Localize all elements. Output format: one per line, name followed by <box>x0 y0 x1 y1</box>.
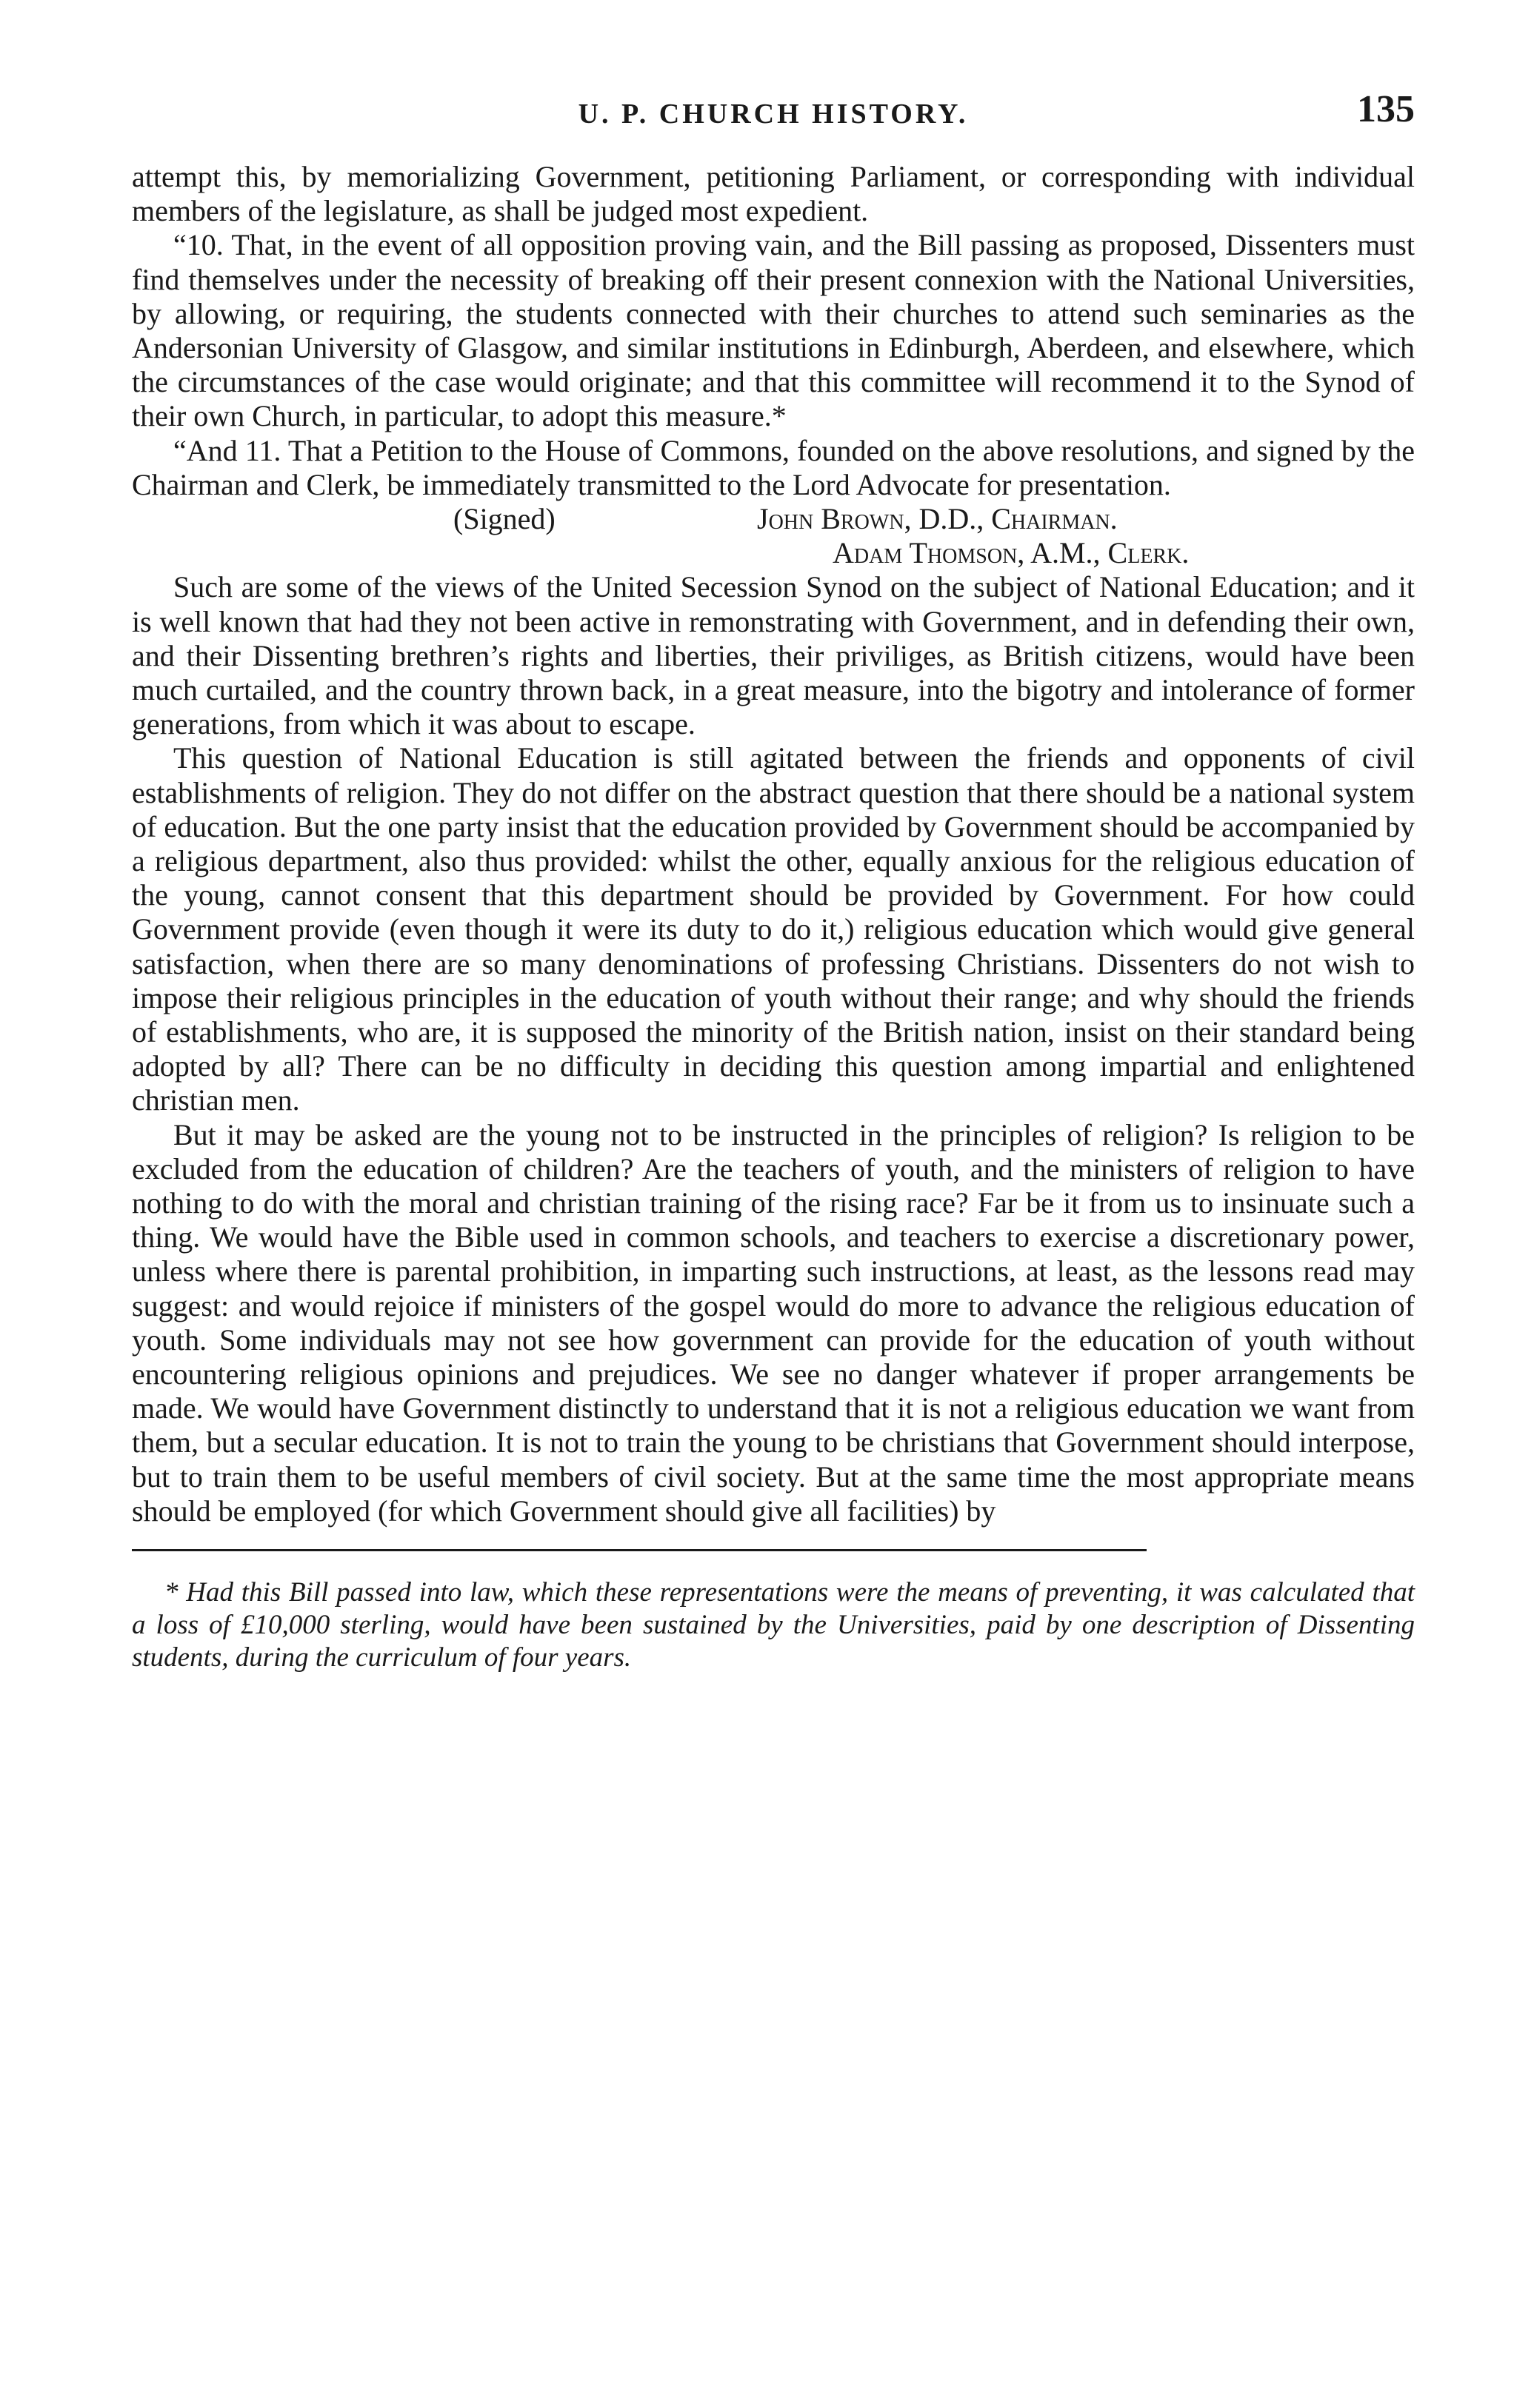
signature-chairman: John Brown, D.D., Chairman. <box>757 502 1118 536</box>
paragraph-resolution-11: “And 11. That a Petition to the House of Commons, founded on the above resolutions, and signed by the Chairman and Clerk, be immediately transmitted to the Lord Advocate for presentation. <box>132 433 1415 501</box>
paragraph-continuation: attempt this, by memorializing Government, petitioning Parliament, or corresponding with individual members of the legislature, as shall be judged most expedient. <box>132 160 1415 228</box>
signature-line-clerk <box>132 536 1415 570</box>
page-number: 135 <box>1357 88 1415 130</box>
paragraph-national-education: This question of National Education is still agitated between the friends and opponents of civil establishments of religion. They do not differ on the abstract question that there should be a national system of education. But the one party insist that the education provided by Government should be accompanied by a religious department, also thus provided: whilst the other, equally anxious for the religious education of the young, cannot consent that this department should be provided by Government. For how could Government provide (even though it were its duty to do it,) religious education which would give general satisfaction, when there are so many denominations of professing Christians. Dissenters do not wish to impose their religious principles in the education of youth without their range; and why should the friends of establishments, who are, it is supposed the minority of the British nation, insist on their standard being adopted by all? There can be no difficulty in deciding this question among impartial and enlightened christian men. <box>132 741 1415 1117</box>
footnote: * Had this Bill passed into law, which these representations were the means of preventing, it was calculated that a loss of £10,000 sterling, would have been sustained by the Universities, paid by one description of Dissenting students, during the curriculum of four years. <box>132 1577 1415 1673</box>
paragraph-resolution-10: “10. That, in the event of all opposition proving vain, and the Bill passing as proposed, Dissenters must find themselves under the necessity of breaking off their present connexion with the National Universities, by allowing, or requiring, the students connected with their churches to attend such seminaries as the Andersonian University of Glasgow, and similar institutions in Edinburgh, Aberdeen, and elsewhere, which the circumstances of the case would originate; and that this committee will recommend it to the Synod of their own Church, in particular, to adopt this measure.* <box>132 228 1415 433</box>
signed-label: (Signed) <box>453 502 556 536</box>
signature-clerk: Adam Thomson, A.M., Clerk. <box>833 536 1190 570</box>
paragraph-religion-question: But it may be asked are the young not to be instructed in the principles of religion? Is religion to be excluded from the education of children? Are the teachers of youth, and the ministers of religion to have nothing to do with the moral and christian training of the rising race? Far be it from us to insinuate such a thing. We would have the Bible used in common schools, and teachers to exercise a discretionary power, unless where there is parental prohibition, in imparting such instructions, at least, as the lessons read may suggest: and would rejoice if ministers of the gospel would do more to advance the religious education of youth. Some individuals may not see how government can provide for the education of youth without encountering religious opinions and prejudices. We see no danger whatever if proper arrangements be made. We would have Government distinctly to understand that it is not a religious education we want from them, but a secular education. It is not to train the young to be christians that Government should interpose, but to train them to be useful members of civil society. But at the same time the most appropriate means should be employed (for which Government should give all facilities) by <box>132 1117 1415 1528</box>
signature-line-chairman <box>132 502 1415 536</box>
running-head <box>132 87 1415 141</box>
body-text <box>132 160 1415 1528</box>
running-title: U. P. CHURCH HISTORY. <box>578 98 969 130</box>
footnote-rule <box>132 1549 1147 1551</box>
paragraph-views: Such are some of the views of the United Secession Synod on the subject of National Education; and it is well known that had they not been active in remonstrating with Government, and in defending their own, and their Dissenting brethren’s rights and liberties, their priviliges, as British citizens, would have been much curtailed, and the country thrown back, in a great measure, into the bigotry and intolerance of former generations, from which it was about to escape. <box>132 570 1415 741</box>
document-page <box>132 87 1415 1674</box>
